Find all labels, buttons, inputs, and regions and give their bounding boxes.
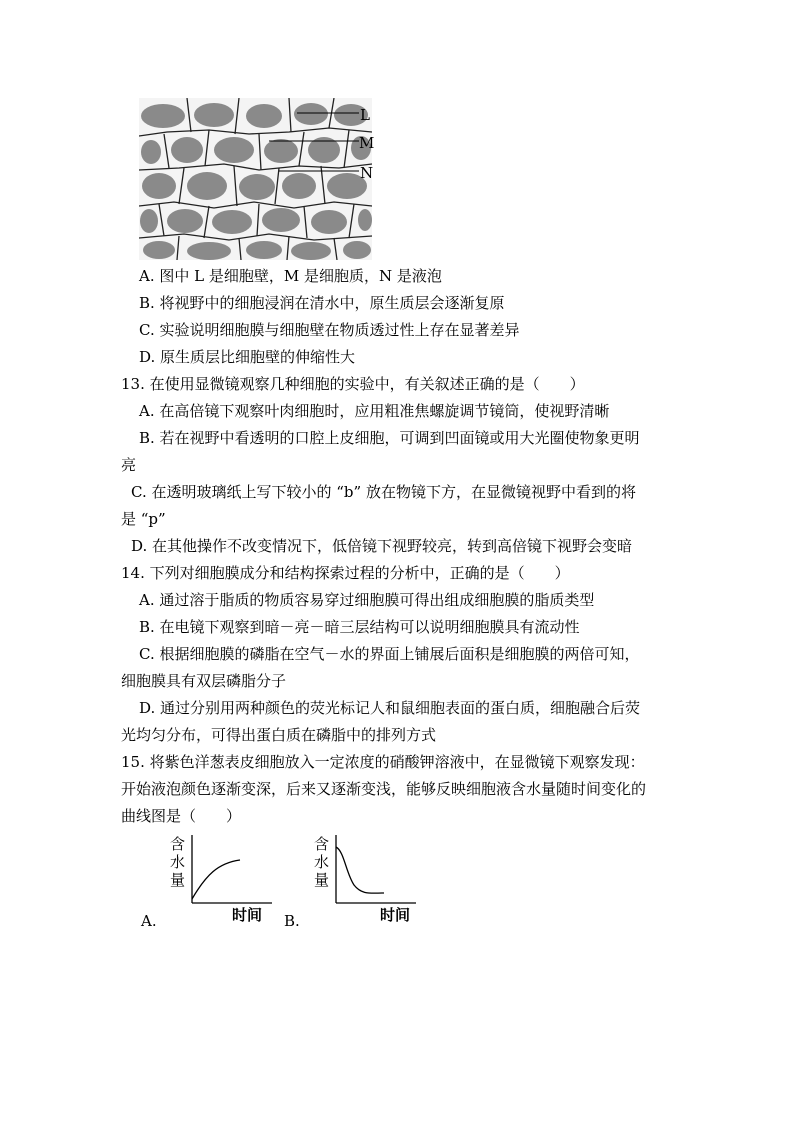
graph-b: [312, 833, 424, 923]
q12-option-d: D. 原生质层比细胞壁的伸缩性大: [139, 348, 356, 366]
label-m: M: [359, 134, 375, 152]
q13-option-c-cont: 是 “p”: [121, 510, 166, 528]
graph-b-xlabel: 时间: [380, 906, 411, 923]
q14-option-c: C. 根据细胞膜的磷脂在空气－水的界面上铺展后面积是细胞膜的两倍可知，: [139, 645, 640, 663]
graph-a-xlabel: 时间: [232, 906, 263, 923]
q14-option-d-cont: 光均匀分布，可得出蛋白质在磷脂中的排列方式: [121, 726, 437, 744]
q13-option-b: B. 若在视野中看透明的口腔上皮细胞，可调到凹面镜或用大光圈使物象更明: [139, 429, 640, 447]
graph-a-option: A.: [141, 912, 157, 930]
graph-a-ylabel-1: 含: [170, 835, 186, 853]
graph-b-curve: [336, 847, 384, 893]
graph-b-ylabel-3: 量: [314, 871, 330, 889]
q12-option-a: A. 图中 L 是细胞壁，M 是细胞质，N 是液泡: [139, 267, 442, 285]
graph-b-ylabel-2: 水: [314, 853, 330, 871]
graph-a-curve: [192, 860, 240, 899]
graph-a: [168, 833, 280, 923]
q15-stem-line3: 曲线图是（ ）: [121, 807, 242, 825]
q14-option-d: D. 通过分别用两种颜色的荧光标记人和鼠细胞表面的蛋白质，细胞融合后荧: [139, 699, 641, 717]
q13-option-a: A. 在高倍镜下观察叶肉细胞时，应用粗准焦螺旋调节镜筒，使视野清晰: [139, 402, 610, 420]
label-l: L: [360, 106, 370, 124]
q13-stem: 13. 在使用显微镜观察几种细胞的实验中，有关叙述正确的是（ ）: [121, 375, 585, 393]
q12-option-c: C. 实验说明细胞膜与细胞壁在物质透过性上存在显著差异: [139, 321, 520, 339]
q15-stem-line2: 开始液泡颜色逐渐变深，后来又逐渐变浅，能够反映细胞液含水量随时间变化的: [121, 780, 647, 798]
graph-b-option: B.: [284, 912, 300, 930]
q15-stem-line1: 15. 将紫色洋葱表皮细胞放入一定浓度的硝酸钾溶液中，在显微镜下观察发现：: [121, 753, 645, 771]
q14-option-c-cont: 细胞膜具有双层磷脂分子: [121, 672, 287, 690]
q13-option-d: D. 在其他操作不改变情况下，低倍镜下视野较亮，转到高倍镜下视野会变暗: [131, 537, 633, 555]
q14-option-a: A. 通过溶于脂质的物质容易穿过细胞膜可得出组成细胞膜的脂质类型: [139, 591, 595, 609]
cell-micrograph: [139, 98, 375, 260]
graph-a-ylabel-3: 量: [170, 871, 186, 889]
q13-option-c: C. 在透明玻璃纸上写下较小的 “b” 放在物镜下方，在显微镜视野中看到的将: [131, 483, 636, 501]
label-n: N: [360, 164, 374, 182]
graph-b-ylabel-1: 含: [314, 835, 330, 853]
graph-a-ylabel-2: 水: [170, 853, 186, 871]
q14-option-b: B. 在电镜下观察到暗－亮－暗三层结构可以说明细胞膜具有流动性: [139, 618, 580, 636]
q13-option-b-cont: 亮: [121, 456, 137, 474]
q12-option-b: B. 将视野中的细胞浸润在清水中，原生质层会逐渐复原: [139, 294, 505, 312]
q14-stem: 14. 下列对细胞膜成分和结构探索过程的分析中，正确的是（ ）: [121, 564, 570, 582]
